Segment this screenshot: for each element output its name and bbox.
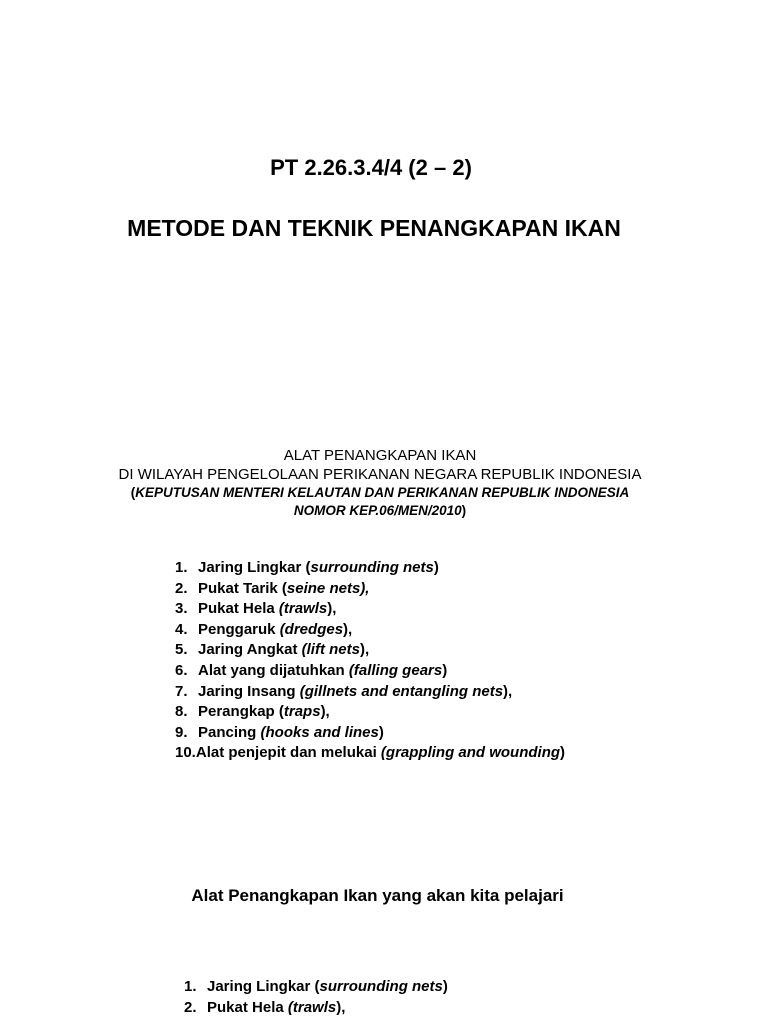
list-item-name: Jaring Angkat (198, 641, 302, 659)
list-item-number: 9. (175, 723, 188, 741)
list-item-tail: ), (327, 600, 337, 618)
list-item-name: Pukat Hela (207, 998, 288, 1016)
list-item-name: Pukat Tarik ( (198, 579, 287, 597)
list-item (175, 558, 565, 579)
list-item (175, 723, 565, 744)
decree-line-1: KEPUTUSAN MENTERI KELAUTAN DAN PERIKANAN REPUBLIK INDONESIA (135, 485, 630, 500)
page-title: METODE DAN TEKNIK PENANGKAPAN IKAN (127, 215, 621, 241)
list-item-tail: ) (560, 744, 566, 762)
list-item-tail: ), (320, 703, 330, 721)
study-heading: Alat Penangkapan Ikan yang akan kita pelajari (191, 886, 564, 905)
list-item-number: 2. (184, 998, 197, 1016)
list-item (175, 599, 565, 620)
list-item (175, 579, 565, 600)
list-item-number: 1. (184, 978, 197, 995)
list-item-english: (lift nets (301, 641, 360, 659)
list-item-name: Pancing (198, 723, 261, 741)
list-item-english: seine nets), (286, 579, 370, 597)
list-item-tail: ), (336, 998, 346, 1016)
list-item-english: surrounding nets (310, 559, 434, 576)
list-item-english: (hooks and lines (260, 723, 379, 741)
list-item-english: (dredges (279, 620, 344, 638)
decree-number (0, 502, 760, 520)
study-gear-list (184, 977, 448, 1018)
decree-line-2: NOMOR KEP.06/MEN/2010 (293, 503, 462, 518)
list-item-tail: ), (359, 641, 370, 659)
list-item-tail: ) (378, 723, 384, 741)
list-item-name: Jaring Lingkar ( (207, 978, 320, 995)
list-item-english: traps (283, 703, 321, 721)
list-item (175, 640, 565, 661)
list-item-tail: ) (442, 661, 448, 679)
list-item-number: 6. (175, 661, 188, 679)
list-item-number: 4. (175, 620, 188, 638)
list-item-english: (grappling and wounding (380, 744, 561, 762)
list-item (184, 998, 448, 1019)
list-item-tail: ) (433, 559, 439, 576)
list-item (175, 682, 565, 703)
list-item-english: (trawls (287, 998, 337, 1016)
list-item-number: 10. (175, 744, 196, 762)
list-item-english: surrounding nets (319, 978, 443, 995)
list-item-name: Penggaruk (198, 620, 280, 638)
section-heading-line-1: ALAT PENANGKAPAN IKAN (283, 447, 477, 464)
list-item-number: 2. (175, 579, 188, 597)
list-item-name: Jaring Lingkar ( (198, 559, 311, 576)
section-heading-line-2: DI WILAYAH PENGELOLAAN PERIKANAN NEGARA REPUBLIK INDONESIA (118, 466, 642, 483)
list-item (175, 743, 565, 764)
list-item-tail: ), (503, 682, 513, 700)
list-item-english: (gillnets and entangling nets (299, 682, 504, 700)
list-item-name: Alat penjepit dan melukai (195, 744, 381, 762)
list-item (175, 661, 565, 682)
document-code: PT 2.26.3.4/4 (2 – 2) (270, 155, 472, 180)
list-item (175, 702, 565, 723)
fishing-gear-list (175, 558, 565, 764)
decree-reference (0, 484, 760, 502)
list-item (175, 620, 565, 641)
list-item (184, 977, 448, 998)
list-item-name: Perangkap ( (198, 703, 284, 721)
list-item-english: (trawls (278, 600, 328, 618)
list-item-tail: ) (442, 978, 448, 995)
list-item-name: Jaring Insang (198, 682, 300, 700)
list-item-number: 3. (175, 600, 188, 618)
list-item-name: Alat yang dijatuhkan (198, 661, 349, 679)
list-item-number: 7. (175, 682, 188, 700)
list-item-name: Pukat Hela (198, 600, 279, 618)
list-item-number: 8. (175, 703, 188, 721)
list-item-number: 1. (175, 559, 188, 576)
decree-open-paren: ( (130, 485, 136, 500)
section-heading (0, 446, 760, 520)
list-item-number: 5. (175, 641, 188, 659)
list-item-english: (falling gears (348, 661, 443, 679)
decree-close-paren: ) (461, 503, 467, 518)
list-item-tail: ), (343, 620, 353, 638)
